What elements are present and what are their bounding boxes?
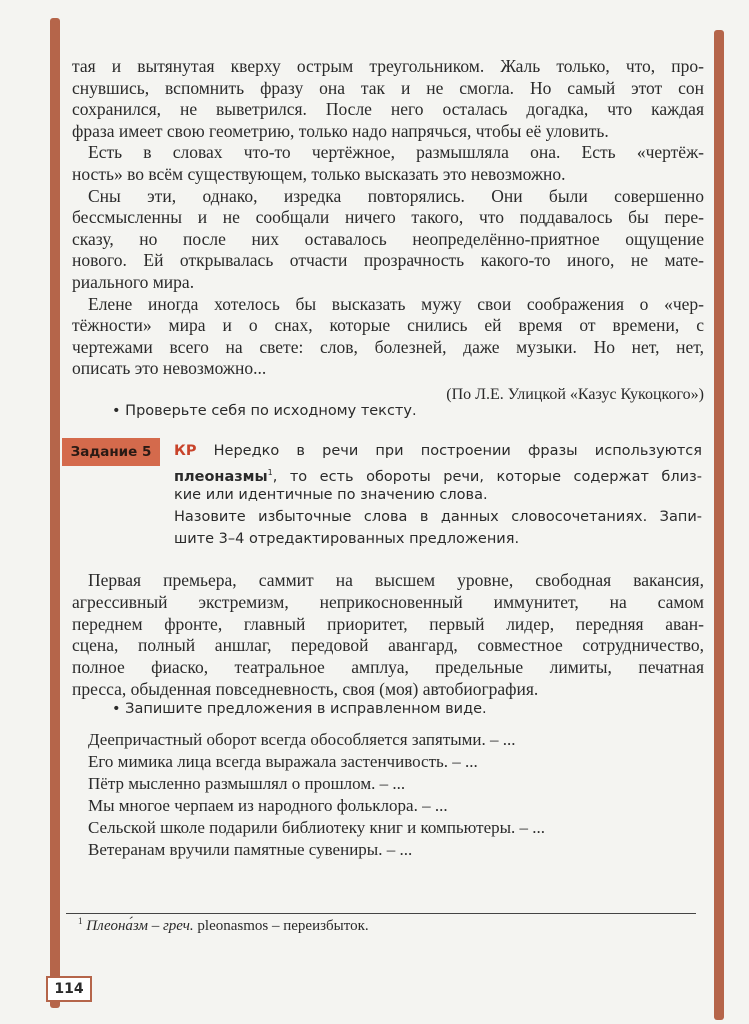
excerpt-line: снувшись, вспомнить фразу она так и не смогла. Но самый этот сон xyxy=(72,77,704,98)
footnote-term: Плеона́зм – греч. xyxy=(86,918,194,934)
sentence-item: Его мимика лица всегда выражала застенчивость. – ... xyxy=(88,752,478,771)
term-pleonasms: плеоназмы xyxy=(174,468,268,485)
task-line: Нередко в речи при построении фразы используются xyxy=(213,443,702,459)
excerpt-line: чертежами всего на свете: слов, болезней, даже музыки. Но нет, нет, xyxy=(72,336,704,357)
excerpt-attribution: (По Л.Е. Улицкой «Казус Кукоцкого») xyxy=(446,386,704,403)
page-border-right xyxy=(714,30,724,1020)
phrase-line: полное фиаско, театральное амплуа, предельные лимиты, печатная xyxy=(72,657,704,678)
sentence-item: Пётр мысленно размышлял о прошлом. – ... xyxy=(88,774,406,793)
excerpt-line: сохранился, не выветрился. После него осталась догадка, что каждая xyxy=(72,99,704,120)
footnote-divider xyxy=(66,913,696,914)
kr-marker: КР xyxy=(174,443,197,459)
excerpt-line: Елене иногда хотелось бы высказать мужу свои соображения о «чер- xyxy=(88,293,704,314)
task-label: Задание 5 xyxy=(62,438,160,466)
page-border-left xyxy=(50,18,60,1008)
excerpt-line: ность» во всём существующем, только высказать это невозможно. xyxy=(72,164,566,184)
excerpt-line: фраза имеет свою геометрию, только надо напрячься, чтобы её уловить. xyxy=(72,120,609,141)
task-line: шите 3–4 отредактированных предложения. xyxy=(174,531,520,547)
phrase-line: агрессивный экстремизм, неприкосновенный иммунитет, на самом xyxy=(72,591,704,612)
excerpt-line: нового. Ей открывалась отчасти прозрачность какого-то иного, не мате- xyxy=(72,250,704,271)
footnote-mark: 1 xyxy=(267,468,273,477)
sentence-item: Ветеранам вручили памятные сувениры. – ... xyxy=(88,840,413,859)
footnote-text: pleonasmos – переизбыток. xyxy=(193,918,369,934)
sentence-item: Сельской школе подарили библиотеку книг и компьютеры. – ... xyxy=(88,818,546,837)
excerpt-line: описать это невозможно... xyxy=(72,358,267,379)
task-line: кие или идентичные по значению слова. xyxy=(174,487,488,503)
check-instruction: • Проверьте себя по исходному тексту. xyxy=(112,403,417,419)
excerpt-line: тёжности» мира и о снах, которые снились ей время от времени, с xyxy=(72,315,704,336)
phrase-line: переднем фронте, главный приоритет, первый лидер, передняя аван- xyxy=(72,613,704,634)
excerpt-line: Есть в словах что-то чертёжное, размышляла она. Есть «чертёж- xyxy=(88,142,704,163)
task-line: Назовите избыточные слова в данных словосочетаниях. Запи- xyxy=(174,509,702,525)
excerpt-line: риального мира. xyxy=(72,272,195,292)
phrase-line: пресса, обыденная повседневность, своя (моя) автобиография. xyxy=(72,679,539,699)
write-instruction: • Запишите предложения в исправленном виде. xyxy=(112,701,487,717)
phrase-line: Первая премьера, саммит на высшем уровне, свободная вакансия, xyxy=(88,570,704,590)
footnote-mark: 1 xyxy=(78,916,83,926)
task-line: , то есть обороты речи, которые содержат близ- xyxy=(272,468,702,485)
sentence-item: Мы многое черпаем из народного фольклора. – ... xyxy=(88,796,448,815)
excerpt-line: Сны эти, однако, изредка повторялись. Они были совершенно xyxy=(88,185,704,206)
sentence-item: Деепричастный оборот всегда обособляется запятыми. – ... xyxy=(88,730,516,749)
page-number: 114 xyxy=(46,976,92,1002)
excerpt-line: бессмысленны и не сообщали ничего такого, что поддавалось бы пере- xyxy=(72,207,704,228)
excerpt-line: сказу, но после них оставалось неопределённо-приятное ощущение xyxy=(72,228,704,249)
excerpt-line: тая и вытянутая кверху острым треугольником. Жаль только, что, про- xyxy=(72,56,704,76)
footnote xyxy=(78,916,369,935)
phrase-line: сцена, полный аншлаг, передовой авангард, совместное сотрудничество, xyxy=(72,635,704,656)
